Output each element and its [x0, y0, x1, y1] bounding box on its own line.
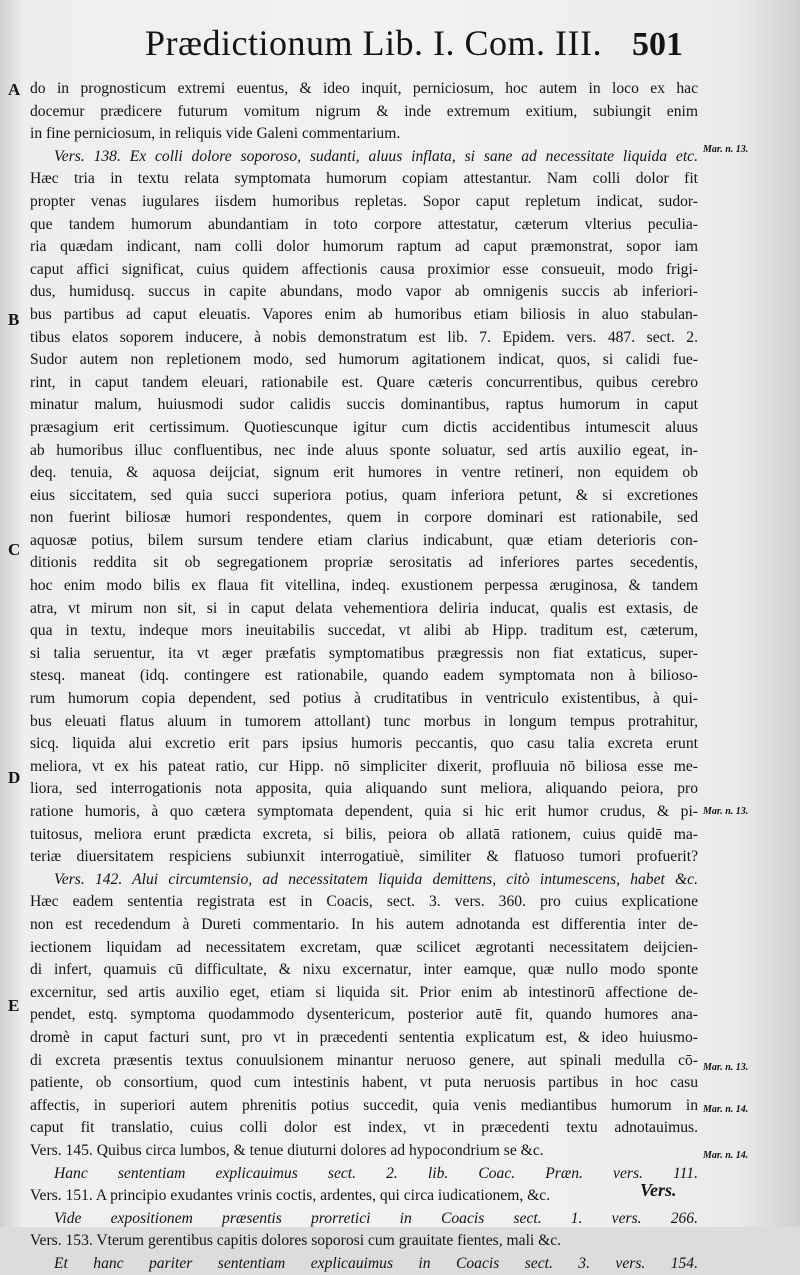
text-line: Vers. 145. Quibus circa lumbos, & tenue diuturni dolores ad hypocondrium se &c.	[30, 1141, 544, 1159]
text-line: teriæ diuersitatem respiciens subiunxit interrogatiuè, similiter & flatuoso tumori profuerit?	[30, 848, 698, 866]
page-header	[0, 18, 800, 68]
section-marker-c: C	[8, 540, 21, 559]
text-line: liora, sed interrogationis nota apposita, quia aliquando sunt meliora, aliquando peiora, pro	[30, 780, 698, 798]
text-line: stesq. maneat (idq. contingere est rationabile, quando eadem symptomata non à bilioso-	[30, 667, 698, 685]
text-line: pendet, estq. symptoma quodammodo dysentericum, posterior autē fit, quando humores ana-	[30, 1006, 698, 1024]
text-line: do in prognosticum extremi euentus, & ideo inquit, perniciosum, hoc autem in loco ex hac	[30, 80, 698, 97]
text-line: dus, humidusq. succus in capite abundans, modo vapor ab omnigenis succis ab inferiori-	[30, 283, 698, 301]
text-line: in fine perniciosum, in reliquis vide Galeni commentarium.	[30, 125, 401, 143]
text-line: ditionis reddita sit ob segregationem propriæ serositatis ad inferiores partes secedentis,	[30, 554, 698, 572]
text-line: præsagium erit certissimum. Quotiescunque igitur cum dictis accidentibus intumescit aluus	[30, 418, 698, 436]
text-line: qua in textu, indeque mors ineuitabilis succedat, vt alibi ab Hipp. traditum est, cæterum,	[30, 622, 698, 640]
catchword: Vers.	[640, 1180, 677, 1200]
text-line: caput fit translatio, cuius colli dolor est index, vt in præcedenti textu adnotauimus.	[30, 1119, 698, 1137]
text-line: di excreta præsentis textus conuulsionem minantur neruoso genere, aut spinali medulla cō-	[30, 1051, 698, 1069]
text-line: caput affici significat, cuius quidem affectionis causa proximior esse consueuit, modo frigi-	[30, 260, 698, 278]
text-line: eius siccitatem, sed quia succi superiora potius, quam inferiora petunt, & si excretiones	[30, 486, 698, 504]
text-line: meliora, vt ex his pateat ratio, cur Hipp. nō simpliciter dixerit, profluuia nō biliosa esse me-	[30, 757, 698, 775]
text-line: bus eleuati flatus aluum in tumorem attollant) tunc morbus in longum tempus protrahitur,	[30, 712, 698, 730]
text-line: hoc enim modo bilis ex flaua fit vitellina, indeq. exustionem perpessa æruginosa, & tandem	[30, 577, 698, 595]
margin-note: Mar. n. 14.	[703, 1104, 749, 1115]
text-line: rint, in caput tandem eleuari, rationabile est. Quare cæteris concurrentibus, quibus cerebro	[30, 373, 698, 391]
text-line: non fuerint biliosæ humori respondentes, quem in corpore dominari est rationabile, sed	[30, 509, 698, 527]
text-line: Vers. 142. Alui circumtensio, ad necessitatem liquida demittens, citò intumescens, habet &c.	[54, 870, 698, 888]
text-line: di infert, quamuis cū difficultate, & nixu excernatur, inter eamque, quæ nullo modo sponte	[30, 961, 698, 979]
text-line: Sudor autem non repletionem modo, sed humorum agitationem indicat, quos, si calidi fue-	[30, 351, 698, 369]
text-line: docemur prædicere futurum vomitum nigrum & inde extremum exitium, subiungit enim	[30, 102, 698, 120]
section-marker-a: A	[8, 80, 21, 99]
text-line: tuitosus, meliora erunt prædicta excreta, si bilis, peiora ob allatā rationem, cuius quidē ma-	[30, 825, 698, 843]
text-line: excernitur, sed artis auxilio eget, etiam si liquida sit. Prior enim ab intestinorū affectione de-	[30, 983, 698, 1001]
text-line: tibus elatos soporem inducere, à nobis demonstratum est lib. 7. Epidem. vers. 487. sect. 2.	[30, 328, 698, 346]
text-line: Vers. 138. Ex colli dolore soporoso, sudanti, aluus inflata, si sane ad necessitate liquida etc.	[54, 147, 698, 165]
margin-note: Mar. n. 14.	[703, 1150, 749, 1161]
text-line: ratione humoris, à quo cætera symptomata dependent, quia si hic erit humor crudus, & pi-	[30, 803, 698, 820]
text-line: deq. tenuia, & aquosa deijciat, signum erit humores in ventre retineri, non equidem ob	[30, 464, 698, 482]
section-marker-e: E	[8, 996, 20, 1015]
text-line: affectis, in superiori autem phrenitis potius succedit, quia venis mediantibus humorum in	[30, 1096, 698, 1114]
page-number: 501	[632, 26, 683, 63]
margin-note: Mar. n. 13.	[703, 806, 749, 817]
text-line: patiente, ob consortium, quod cum intestinis habent, vt puta neruosis partibus in hoc casu	[30, 1074, 698, 1092]
text-line: Vide expositionem præsentis prorretici in Coacis sect. 1. vers. 266.	[54, 1209, 698, 1227]
text-line: Et hanc pariter sententiam explicauimus in Coacis sect. 3. vers. 154.	[54, 1254, 698, 1272]
text-line: si talia seruentur, ita vt æger præfatis symptomatibus prægressis non fiat extaticus, super-	[30, 644, 698, 662]
body-text	[30, 78, 698, 1275]
margin-note: Mar. n. 13.	[703, 1062, 749, 1073]
text-line: Hanc sententiam explicauimus sect. 2. lib. Coac. Præn. vers. 111.	[54, 1164, 698, 1182]
text-line: sicq. liquida alui excretio erit pars ipsius humoris peccantis, quo casu talia excreta erunt	[30, 735, 698, 753]
text-line: minatur malum, huiusmodi sudor calidis succis dominantibus, raptus humorum in caput	[30, 396, 698, 414]
text-line: atra, vt mirum non sit, si in caput delata vehementiora deliria inducat, qualis est extasis, de	[30, 599, 698, 617]
margin-note: Mar. n. 13.	[703, 144, 749, 155]
text-line: propter venas iugulares iisdem humoribus repletas. Sopor caput repletum indicat, sudor-	[30, 192, 698, 210]
section-marker-d: D	[8, 768, 21, 787]
text-line: Vers. 151. A principio exudantes vrinis coctis, ardentes, qui circa iudicationem, &c.	[30, 1187, 551, 1205]
section-marker-b: B	[8, 310, 20, 329]
text-line: dromè in caput facturi sunt, pro vt in præcedenti sententia explicatum est, & ideo huiusmo-	[30, 1028, 698, 1046]
text-line: non est recedendum à Dureti commentario. In his autem adnotanda est differentia inter de-	[30, 915, 698, 933]
text-line: rum humorum copia dependent, sed potius à cruditatibus in ventriculo existentibus, à qui-	[30, 690, 698, 708]
text-line: ria quædam indicant, nam colli dolor humorum raptum ad caput præmonstrat, sopor iam	[30, 238, 698, 256]
text-line: Hæc tria in textu relata symptomata humorum copiam attestantur. Nam colli dolor fit	[30, 170, 698, 188]
text-line: que tandem humorum abundantiam in toto corpore attestatur, cæterum vlterius peculia-	[30, 215, 698, 233]
text-line: bus partibus ad caput eleuatis. Vapores enim ab humoribus etiam biliosis in aluo stabulan-	[30, 305, 698, 323]
text-line: Hæc eadem sententia registrata est in Coacis, sect. 3. vers. 360. pro cuius explicatione	[30, 893, 698, 911]
text-line: Vers. 153. Vterum gerentibus capitis dolores soporosi cum grauitate fientes, mali &c.	[30, 1232, 562, 1250]
running-title: Prædictionum Lib. I. Com. III.	[145, 23, 602, 63]
text-line: iectionem liquidam ad necessitatem excretam, quæ scilicet ægrotanti necessitatem deijcien-	[30, 938, 698, 956]
text-line: aquosæ potius, bilem sursum tendere etiam clarius indicabunt, quæ etiam deterioris con-	[30, 531, 698, 549]
text-line: ab humoribus illuc confluentibus, nec inde aluus sponte soluatur, sed artis auxilio egeat, in-	[30, 441, 698, 459]
